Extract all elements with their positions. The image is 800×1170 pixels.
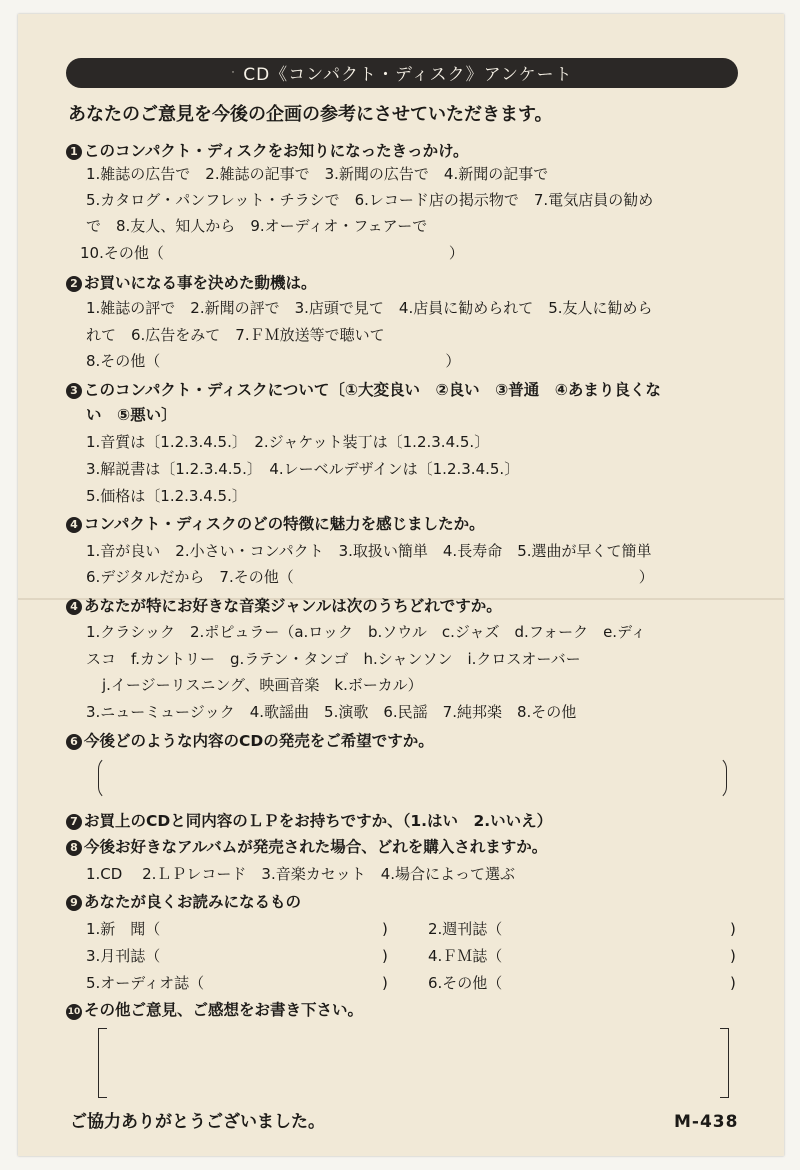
magazine-item-fm: 4.ＦＭ誌（ (428, 947, 503, 965)
comment-field-open (98, 1028, 107, 1098)
answer-line: 8.その他（ ） (86, 352, 461, 370)
magazine-item-weekly: 2.週刊誌（ (428, 920, 503, 938)
question-text: 今後お好きなアルバムが発売された場合、どれを購入されますか。 (84, 838, 548, 856)
intro-text: あなたのご意見を今後の企画の参考にさせていただきます。 (68, 104, 553, 125)
question-text: コンパクト・ディスクのどの特徴に魅力を感じましたか。 (84, 515, 485, 533)
close-paren: ) (382, 920, 388, 938)
question-text: あなたが良くお読みになるもの (84, 893, 302, 911)
question-text-cont: い ⑤悪い〕 (86, 406, 177, 424)
page-title: CD《コンパクト・ディスク》アンケート (243, 65, 573, 85)
answer-line: 5.価格は〔1.2.3.4.5.〕 (86, 487, 247, 505)
answer-line: 1.CD 2.ＬＰレコード 3.音楽カセット 4.場合によって選ぶ (86, 865, 516, 883)
question-4 (66, 514, 485, 534)
question-text: このコンパクト・ディスクをお知りになったきっかけ。 (84, 142, 469, 160)
question-3 (66, 380, 661, 400)
question-10 (66, 1000, 363, 1020)
close-paren: ) (730, 974, 736, 992)
questionnaire-sheet (18, 14, 784, 1156)
answer-line: 6.デジタルだから 7.その他（ ） (86, 568, 654, 586)
answer-line: 3.解説書は〔1.2.3.4.5.〕 4.レーベルデザインは〔1.2.3.4.5.〕 (86, 460, 520, 478)
close-paren: ) (730, 947, 736, 965)
answer-line: 10.その他（ ） (80, 244, 464, 262)
question-number: 9 (66, 895, 82, 911)
answer-line: j.イージーリスニング、映画音楽 k.ボーカル） (102, 676, 423, 694)
question-number: 8 (66, 840, 82, 856)
close-paren: ) (382, 974, 388, 992)
answer-line: 1.雑誌の評で 2.新聞の評で 3.店頭で見て 4.店員に勧められて 5.友人に勧めら (86, 299, 653, 317)
comment-field-close (720, 1028, 729, 1098)
question-number: 6 (66, 734, 82, 750)
answer-line: 3.ニューミュージック 4.歌謡曲 5.演歌 6.民謡 7.純邦楽 8.その他 (86, 703, 577, 721)
magazine-item-monthly: 3.月刊誌（ (86, 947, 161, 965)
question-text: お買いになる事を決めた動機は。 (84, 274, 317, 292)
question-9 (66, 892, 301, 912)
question-number: 3 (66, 383, 82, 399)
question-text: その他ご意見、ご感想をお書き下さい。 (84, 1001, 364, 1019)
question-1 (66, 141, 469, 161)
form-code: M-438 (674, 1112, 739, 1132)
answer-field-close (714, 756, 727, 800)
question-number: 4 (66, 517, 82, 533)
answer-line: 1.クラシック 2.ポピュラー（a.ロック b.ソウル c.ジャズ d.フォーク e.ディ (86, 623, 646, 641)
close-paren: ) (382, 947, 388, 965)
answer-line: スコ f.カントリー g.ラテン・タンゴ h.シャンソン i.クロスオーバー (86, 650, 581, 668)
answer-line: 1.音質は〔1.2.3.4.5.〕 2.ジャケット装丁は〔1.2.3.4.5.〕 (86, 433, 490, 451)
question-5 (66, 596, 502, 616)
question-number: 2 (66, 276, 82, 292)
question-number: 10 (66, 1004, 82, 1020)
question-number: 7 (66, 814, 82, 830)
question-text: 今後どのような内容のCDの発売をご希望ですか。 (84, 732, 434, 750)
title-mark: ᐧ (231, 66, 236, 79)
answer-line: れて 6.広告をみて 7.ＦＭ放送等で聴いて (86, 326, 385, 344)
close-paren: ) (730, 920, 736, 938)
magazine-item-newspaper: 1.新 聞（ (86, 920, 161, 938)
magazine-item-other: 6.その他（ (428, 974, 503, 992)
thank-you-text: ご協力ありがとうございました。 (70, 1112, 325, 1132)
question-text: あなたが特にお好きな音楽ジャンルは次のうちどれですか。 (84, 597, 502, 615)
question-6 (66, 731, 434, 751)
answer-line: で 8.友人、知人から 9.オーディオ・フェアーで (86, 217, 428, 235)
question-8 (66, 837, 547, 857)
question-2 (66, 273, 317, 293)
question-text: このコンパクト・ディスクについて〔①大変良い ②良い ③普通 ④あまり良くな (84, 381, 661, 399)
answer-line: 1.音が良い 2.小さい・コンパクト 3.取扱い簡単 4.長寿命 5.選曲が早くて簡単 (86, 542, 652, 560)
answer-line: 1.雑誌の広告で 2.雑誌の記事で 3.新聞の広告で 4.新聞の記事で (86, 165, 549, 183)
question-text: お買上のCDと同内容のＬＰをお持ちですか、（1.はい 2.いいえ） (84, 812, 553, 830)
answer-field-open (98, 756, 111, 800)
question-number: 4 (66, 599, 82, 615)
answer-line: 5.カタログ・パンフレット・チラシで 6.レコード店の掲示物で 7.電気店員の勧め (86, 191, 654, 209)
title-bar (66, 58, 738, 88)
magazine-item-audio: 5.オーディオ誌（ (86, 974, 205, 992)
question-number: 1 (66, 144, 82, 160)
question-7 (66, 811, 552, 831)
